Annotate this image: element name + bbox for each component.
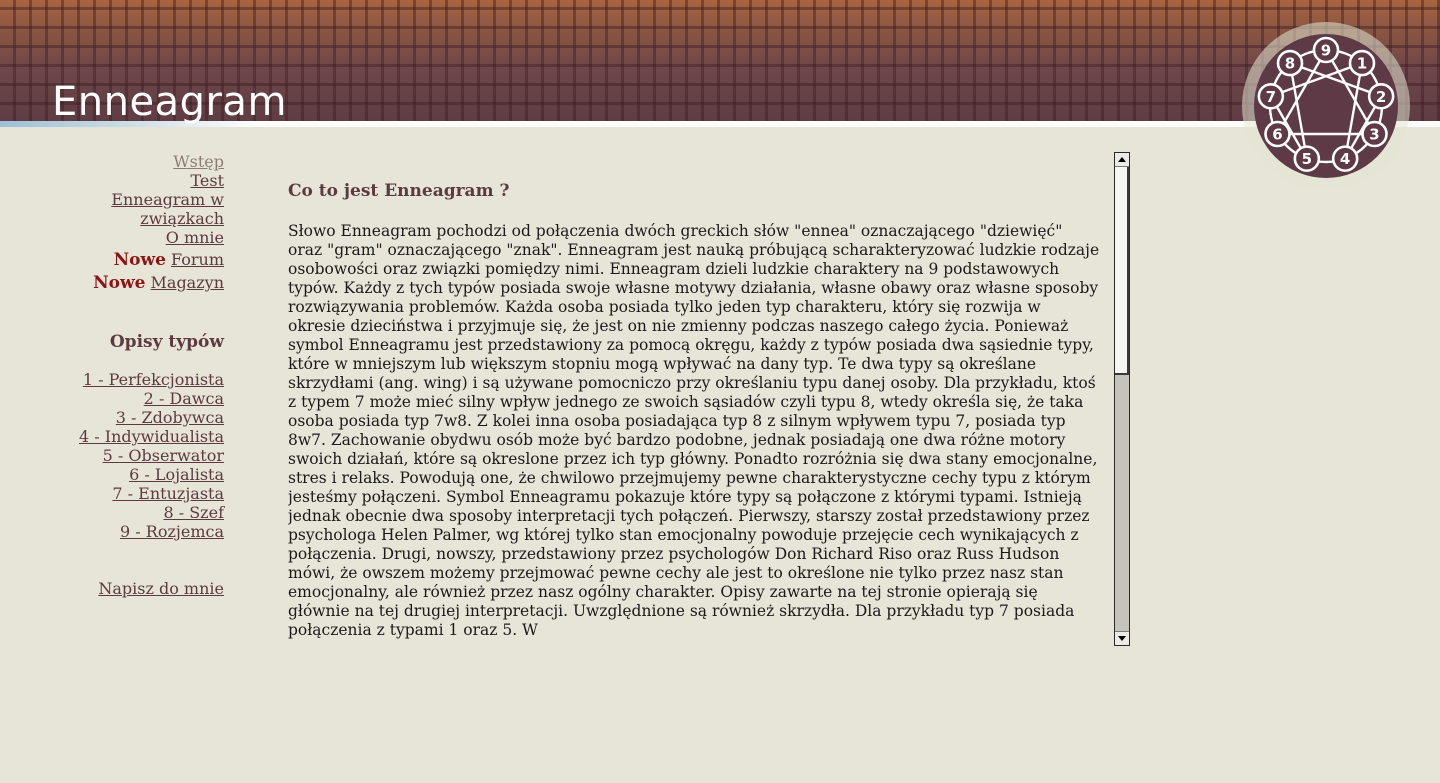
enneagram-node-3 <box>1362 122 1386 146</box>
site-title: Enneagram <box>52 79 287 125</box>
type-link-2[interactable]: 2 - Dawca <box>143 389 224 408</box>
new-item-magazyn <box>40 273 224 293</box>
scroll-thumb[interactable] <box>1115 167 1129 375</box>
content-body-text: Słowo Enneagram pochodzi od połączenia dwóch greckich słów "ennea" oznaczającego "dziewięć" oraz "gram" oznaczającego "znak". Enneagram jest nauką próbującą scharakteryzować ludzkie rodzaje osobowości oraz związki pomiędzy nimi. Enneagram dzieli ludzkie charaktery na 9 podstawowych typów. Każdy z tych typów posiada swoje własne motywy działania, własne obawy oraz własne sposoby rozwiązywania problemów. Każda osoba posiada tylko jeden typ charakteru, który się rozwija w okresie dzieciństwa i przyjmuje się, że jest on nie zmienny podczas naszego całego życia. Ponieważ symbol Enneagramu jest przedstawiony za pomocą okręgu, każdy z typów posiada dwa sąsiednie typy, które w mniejszym lub większym stopniu mogą wpływać na dany typ. Te dwa typy są określane skrzydłami (ang. wing) i są używane pomocniczo przy określaniu typu danej osoby. Dla przykładu, ktoś z typem 7 może mieć silny wpływ jednego ze swoich sąsiadów czyli typu 8, wtedy określa się, że taka osoba posiada typ 7w8. Z kolei inna osoba posiadająca typ 8 z silnym wpływem typu 7, posiada typ 8w7. Zachowanie obydwu osób może być bardzo podobne, jednak posiadają one dwa różne motory swoich działań, które są okreslone przez ich typ główny. Ponadto rozróżnia się dwa stany emocjonalne, stres i relaks. Powodują one, że chwilowo przejmujemy pewne charakterystyczne cechy typu z którym jesteśmy połączeni. Symbol Enneagramu pokazuje które typy są połączone z którymi typami. Istnieją jednak obecnie dwa sposoby interpretacji tych połączeń. Pierwszy, starszy został przedstawiony przez psychologa Helen Palmer, wg której tylko stan emocjonalny powoduje przejęcie cech wynikających z połączenia. Drugi, nowszy, przedstawiony przez psychologów Don Richard Riso oraz Russ Hudson mówi, że owszem możemy przejmować pewne cechy ale jest to określone nie tylko przez nasz stan emocjonalny, ale również przez nasz ogólny charakter. Opisy zawarte na tej stronie opierają się głównie na tej drugiej interpretacji. Uwzględnione są również skrzydła. Dla przykładu typ 7 posiada połączenia z typami 1 oraz 5. W <box>288 222 1100 639</box>
type-link-5[interactable]: 5 - Obserwator <box>102 446 224 465</box>
content-scroll-area[interactable] <box>288 152 1100 646</box>
scroll-up-button[interactable] <box>1115 153 1129 167</box>
enneagram-node-label: 2 <box>1375 87 1387 106</box>
nav-link-test[interactable]: Test <box>190 171 224 190</box>
enneagram-symbol-icon[interactable] <box>1238 16 1414 196</box>
nav-link-forum[interactable]: Forum <box>171 250 224 269</box>
enneagram-node-label: 6 <box>1272 125 1283 144</box>
content-frame <box>288 152 1130 646</box>
type-link-7[interactable]: 7 - Entuzjasta <box>112 484 224 503</box>
enneagram-node-4 <box>1333 147 1357 171</box>
nav-link-enneagram-w-zwiazkach[interactable]: Enneagram w związkach <box>111 190 224 228</box>
nav-link-magazyn[interactable]: Magazyn <box>150 273 224 292</box>
enneagram-node-5 <box>1295 147 1319 171</box>
type-link-9[interactable]: 9 - Rozjemca <box>120 522 224 541</box>
types-heading: Opisy typów <box>109 332 224 352</box>
enneagram-node-9 <box>1314 38 1338 62</box>
enneagram-node-label: 4 <box>1339 150 1351 169</box>
type-link-1[interactable]: 1 - Perfekcjonista <box>82 370 224 389</box>
enneagram-node-6 <box>1266 122 1290 146</box>
type-link-8[interactable]: 8 - Szef <box>163 503 224 522</box>
contact-link[interactable]: Napisz do mnie <box>98 579 224 598</box>
enneagram-node-label: 1 <box>1356 54 1368 73</box>
enneagram-node-2 <box>1369 84 1393 108</box>
enneagram-node-label: 5 <box>1301 150 1313 169</box>
enneagram-node-label: 8 <box>1284 54 1296 73</box>
type-link-3[interactable]: 3 - Zdobywca <box>115 408 224 427</box>
scroll-down-button[interactable] <box>1115 631 1129 645</box>
enneagram-node-label: 9 <box>1320 41 1332 60</box>
nav-link-wstep[interactable]: Wstęp <box>173 152 224 171</box>
type-link-6[interactable]: 6 - Lojalista <box>129 465 224 484</box>
arrow-down-icon <box>1118 636 1126 641</box>
enneagram-node-label: 7 <box>1265 87 1277 106</box>
sidebar-nav <box>40 152 224 598</box>
new-badge: Nowe <box>93 273 146 293</box>
type-link-4[interactable]: 4 - Indywidualista <box>79 427 224 446</box>
enneagram-node-8 <box>1278 51 1302 75</box>
nav-link-o-mnie[interactable]: O mnie <box>165 228 224 247</box>
enneagram-node-7 <box>1259 84 1283 108</box>
new-item-forum <box>40 250 224 270</box>
enneagram-node-1 <box>1350 51 1374 75</box>
enneagram-node-label: 3 <box>1369 125 1380 144</box>
arrow-up-icon <box>1118 157 1126 162</box>
content-scrollbar[interactable] <box>1114 152 1130 646</box>
content-heading: Co to jest Enneagram ? <box>288 181 510 201</box>
new-badge: Nowe <box>113 250 166 270</box>
